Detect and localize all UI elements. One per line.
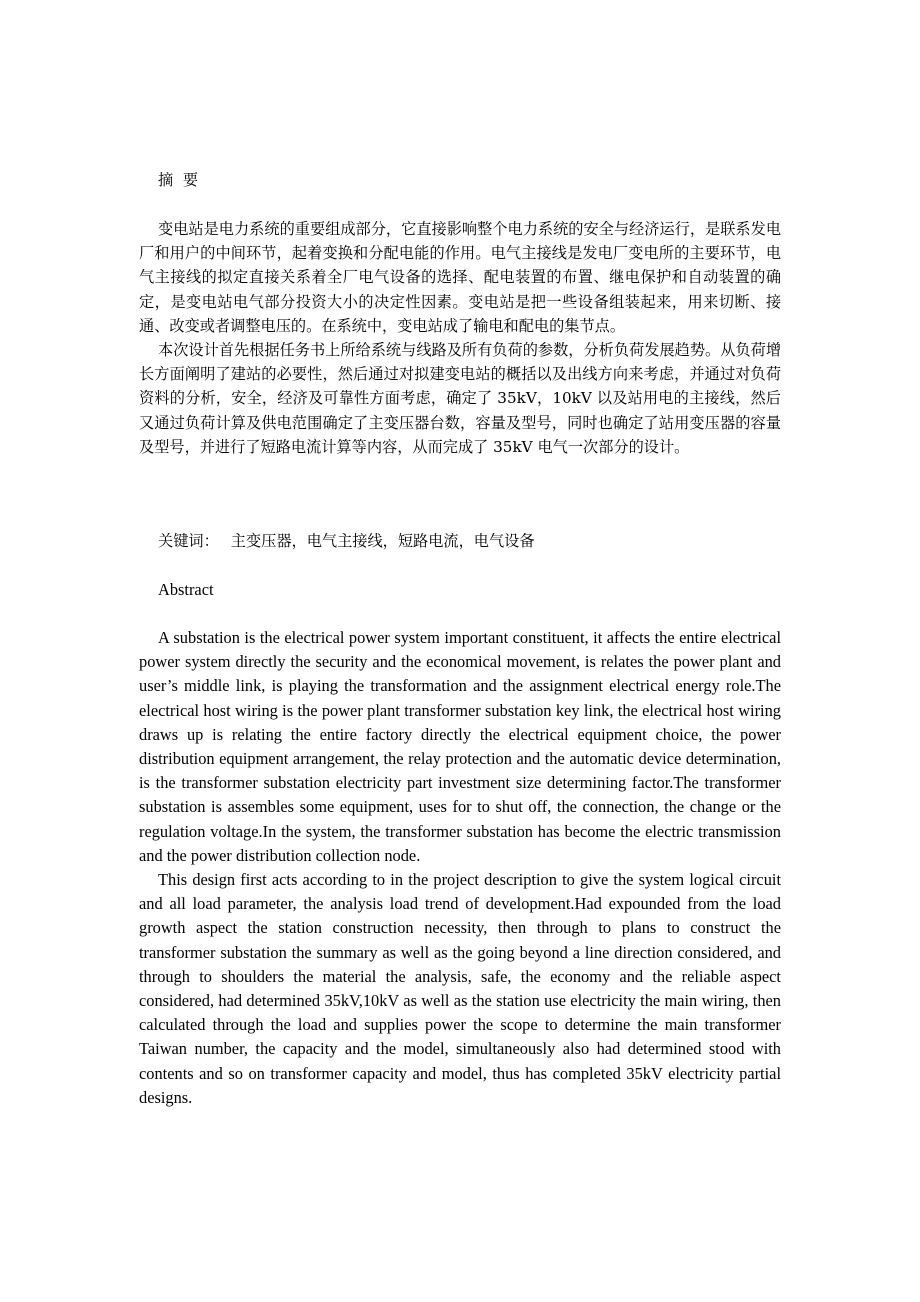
abstract-en-heading: Abstract bbox=[158, 580, 214, 599]
abstract-cn-heading: 摘 要 bbox=[158, 171, 199, 189]
abstract-cn-body bbox=[139, 217, 781, 459]
abstract-en-paragraph-1: A substation is the electrical power system important constituent, it affects the entire electrical power system directly the security and the economical movement, is relates the power plant and user’s middle link, is playing the transformation and the assignment electrical energy role.The electrical host wiring is the power plant transformer substation key link, the electrical host wiring draws up is relating the entire factory directly the electrical equipment choice, the power distribution equipment arrangement, the relay protection and the automatic device determination, is the transformer substation electricity part investment size determining factor.The transformer substation is assembles some equipment, uses for to shut off, the connection, the change or the regulation voltage.In the system, the transformer substation has become the electric transmission and the power distribution collection node. bbox=[139, 628, 781, 865]
keywords-line bbox=[158, 529, 535, 553]
keywords-text: 主变压器，电气主接线，短路电流，电气设备 bbox=[230, 532, 535, 550]
abstract-en-body bbox=[139, 626, 781, 1110]
keywords-label: 关键词： bbox=[158, 532, 219, 550]
abstract-cn-paragraph-2: 本次设计首先根据任务书上所给系统与线路及所有负荷的参数，分析负荷发展趋势。从负荷增长方面阐明了建站的必要性，然后通过对拟建变电站的概括以及出线方向来考虑，并通过对负荷资料的分析，安全，经济及可靠性方面考虑，确定了 35kV，10kV 以及站用电的主接线，然后又通过负荷计算及供电范围确定了主变压器台数，容量及型号，同时也确定了站用变压器的容量及型号，并进行了短路电流计算等内容，从而完成了 35kV 电气一次部分的设计。 bbox=[139, 341, 781, 456]
abstract-cn-paragraph-1: 变电站是电力系统的重要组成部分，它直接影响整个电力系统的安全与经济运行，是联系发电厂和用户的中间环节，起着变换和分配电能的作用。电气主接线是发电厂变电所的主要环节，电气主接线的拟定直接关系着全厂电气设备的选择、配电装置的布置、继电保护和自动装置的确定，是变电站电气部分投资大小的决定性因素。变电站是把一些设备组装起来，用来切断、接通、改变或者调整电压的。在系统中，变电站成了输电和配电的集节点。 bbox=[139, 220, 781, 335]
abstract-en-paragraph-2: This design first acts according to in the project description to give the system logical circuit and all load parameter, the analysis load trend of development.Had expounded from the load growth aspect the station construction necessity, then through to plans to construct the transformer substation the summary as well as the going beyond a line direction considered, and through to shoulders the material the analysis, safe, the economy and the reliable aspect considered, had determined 35kV,10kV as well as the station use electricity the main wiring, then calculated through the load and supplies power the scope to determine the main transformer Taiwan number, the capacity and the model, simultaneously also had determined stood with contents and so on transformer capacity and model, thus has completed 35kV electricity partial designs. bbox=[139, 870, 781, 1107]
